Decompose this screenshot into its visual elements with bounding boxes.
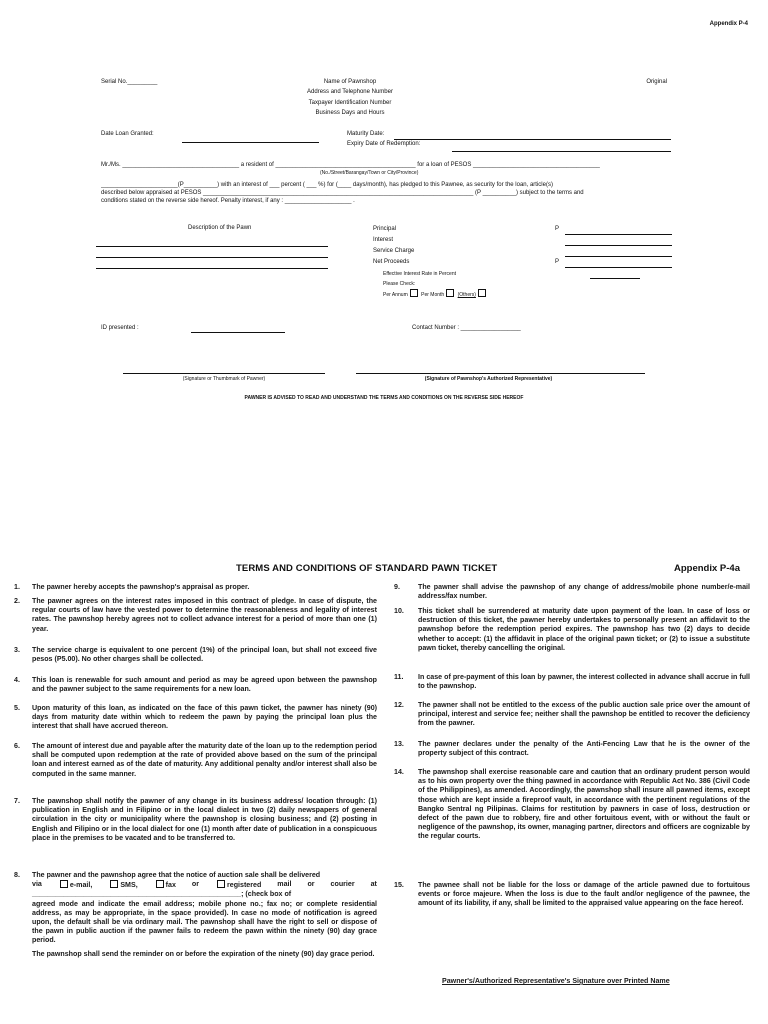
- effective-rate-label: Effective Interest Rate in Percent: [383, 271, 457, 277]
- rep-signature-line[interactable]: [356, 373, 645, 374]
- others-checkbox[interactable]: [478, 289, 486, 297]
- per-annum-label: Per Annum: [383, 292, 408, 298]
- serial-number-field[interactable]: Serial No._________: [101, 79, 158, 85]
- date-granted-line[interactable]: [182, 142, 319, 143]
- maturity-date-line[interactable]: [394, 139, 671, 140]
- pawnshop-tin: Taxpayer Identification Number: [308, 100, 392, 106]
- reverse-side-advice: PAWNER IS ADVISED TO READ AND UNDERSTAND THE TERMS AND CONDITIONS ON THE REVERSE SIDE HEREOF: [244, 395, 524, 401]
- appraised-value-line[interactable]: described below appraised at PESOS _________________________________________________________________________________ (P __________) subject to the terms and: [101, 190, 584, 196]
- delivery-address-line[interactable]: _____________________________________________________; (check box of: [32, 890, 292, 899]
- pawnshop-hours: Business Days and Hours: [315, 110, 385, 116]
- sms-checkbox[interactable]: [110, 880, 118, 888]
- effective-rate-line[interactable]: [590, 278, 640, 279]
- date-granted-label: Date Loan Granted:: [101, 131, 154, 137]
- per-annum-checkbox[interactable]: [410, 289, 418, 297]
- id-presented-label: ID presented :: [101, 325, 139, 331]
- address-hint: (No./Street/Barangay/Town or City/Province): [320, 170, 419, 176]
- fax-checkbox[interactable]: [156, 880, 164, 888]
- description-line-1[interactable]: [96, 246, 328, 247]
- net-proceeds-label: Net Proceeds: [373, 259, 410, 265]
- contact-number-field[interactable]: Contact Number : __________________: [412, 325, 521, 331]
- description-label: Description of the Pawn: [188, 225, 252, 231]
- copy-label: Original: [646, 79, 667, 85]
- representative-signature-label[interactable]: Pawner's/Authorized Representative's Signature over Printed Name: [442, 977, 670, 985]
- delivery-mode-options: via e-mail, SMS, fax or registered mail or courier at: [32, 880, 377, 890]
- loan-amount-line[interactable]: _______________________(P__________) with an interest of ___ percent ( ___ %) for (____ days/month), has pledged to this Pawnee, as security for the loan, article(s): [101, 182, 553, 188]
- principal-label: Principal: [373, 226, 397, 232]
- others-label: (Others): [457, 292, 476, 298]
- principal-currency: P: [555, 226, 560, 232]
- pawnshop-address: Address and Telephone Number: [307, 89, 393, 95]
- penalty-interest-line[interactable]: conditions stated on the reverse side hereof. Penalty interest, if any : ____________________ .: [101, 198, 355, 204]
- service-amount-line[interactable]: [565, 256, 672, 257]
- rate-period-options: [383, 289, 488, 298]
- per-month-checkbox[interactable]: [446, 289, 454, 297]
- pawner-signature-line[interactable]: [123, 373, 325, 374]
- registered-mail-checkbox[interactable]: [217, 880, 225, 888]
- rep-signature-label: (Signature of Pawnshop's Authorized Representative): [424, 376, 553, 382]
- description-line-3[interactable]: [96, 268, 328, 269]
- expiry-date-line[interactable]: [452, 151, 671, 152]
- per-month-label: Per Month: [421, 292, 445, 298]
- pawner-signature-label: (Signature or Thumbmark of Pawner): [182, 376, 266, 382]
- please-check-label: Please Check:: [383, 281, 416, 287]
- net-currency: P: [555, 259, 560, 265]
- interest-amount-line[interactable]: [565, 245, 672, 246]
- pawnshop-name: Name of Pawnshop: [323, 79, 377, 85]
- id-presented-line[interactable]: [191, 332, 285, 333]
- maturity-date-label: Maturity Date:: [347, 131, 385, 137]
- terms-title: TERMS AND CONDITIONS OF STANDARD PAWN TICKET: [236, 563, 498, 574]
- principal-amount-line[interactable]: [565, 234, 672, 235]
- expiry-date-label: Expiry Date of Redemption:: [347, 141, 421, 147]
- net-amount-line[interactable]: [565, 267, 672, 268]
- service-charge-label: Service Charge: [373, 248, 415, 254]
- email-checkbox[interactable]: [60, 880, 68, 888]
- pawner-name-line[interactable]: Mr./Ms. ___________________________________ a resident of __________________________________________ for a loan of PESOS ______________________________________: [101, 162, 600, 168]
- appendix-label-top: Appendix P-4: [709, 21, 748, 27]
- description-line-2[interactable]: [96, 257, 328, 258]
- interest-label: Interest: [373, 237, 394, 243]
- appendix-label-bottom: Appendix P-4a: [674, 563, 740, 574]
